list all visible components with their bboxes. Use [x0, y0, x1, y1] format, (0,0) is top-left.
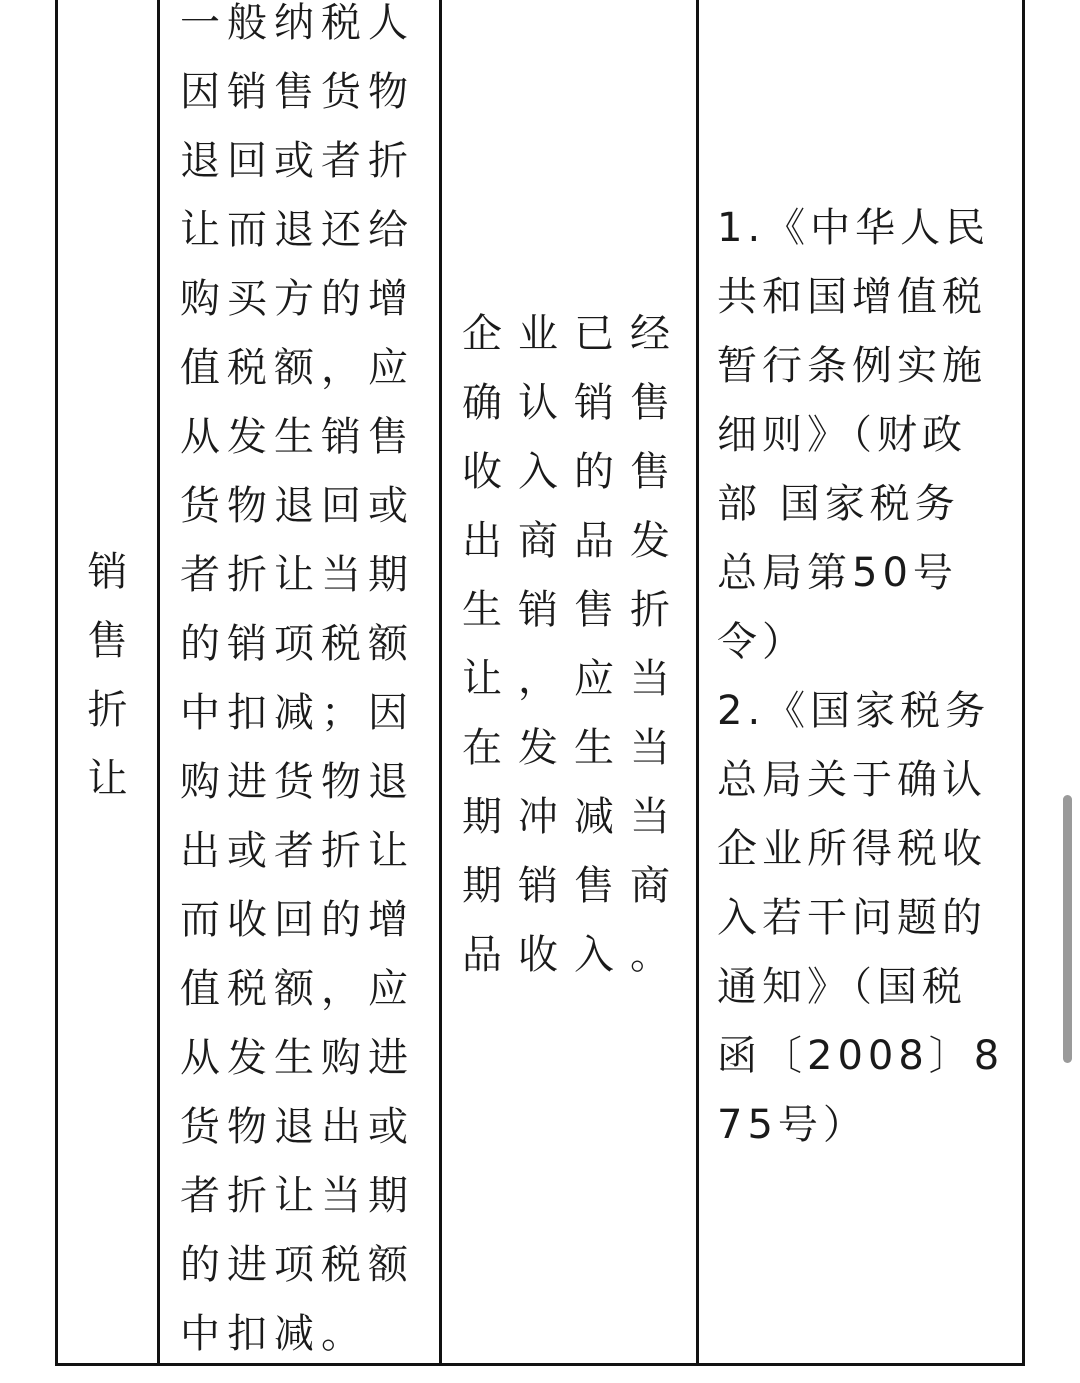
tax-comparison-table	[55, 0, 1025, 1366]
vat-treatment-column	[160, 0, 442, 1363]
vertical-scrollbar[interactable]	[1063, 795, 1072, 1063]
income-tax-treatment-cell: 企业已经 确认销售 收入的售 出商品发 生销售折 让，应当 在发生当 期冲减当 期销售商 品收入。	[462, 311, 686, 978]
income-tax-treatment-column	[442, 0, 699, 1363]
category-column	[58, 0, 160, 1363]
legal-basis-cell: 1.《中华人民 共和国增值税 暂行条例实施 细则》（财政 部 国家税务 总局第50号 令） 2.《国家税务 总局关于确认 企业所得税收 入若干问题的 通知》（国税 函〔2008〕8 75号）	[717, 205, 1005, 1148]
legal-basis-column	[699, 0, 1022, 1363]
category-cell: 销 售 折 让	[87, 549, 128, 802]
vat-treatment-cell: 一般纳税人 因销售货物 退回或者折 让而退还给 购买方的增 值税额，应 从发生销售 货物退回或 者折让当期 的销项税额 中扣减；因 购进货物退 出或者折让 而收回的增 值税额，应 从发生购进 货物退出或 者折让当期 的进项税额 中扣减。	[180, 0, 415, 1357]
